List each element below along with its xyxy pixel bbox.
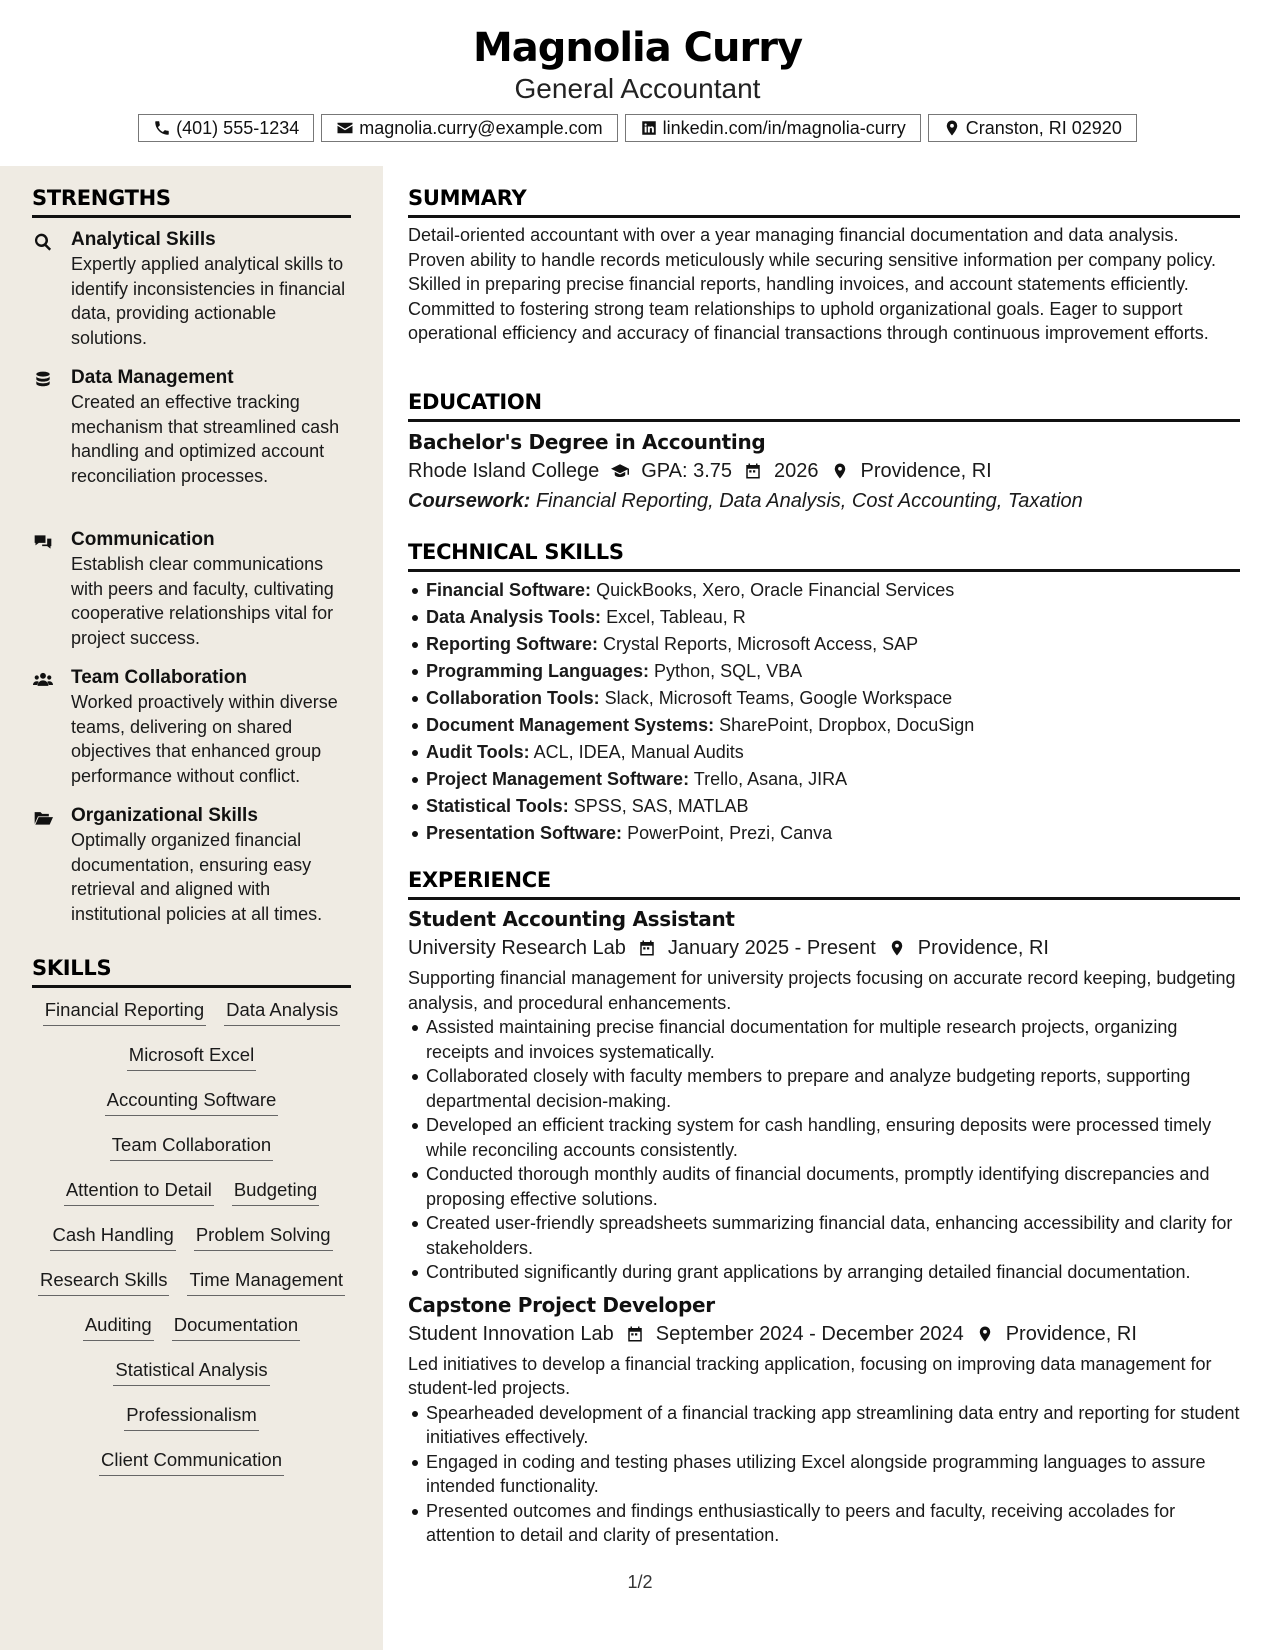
list-item: Assisted maintaining precise financial documentation for multiple research projects, organizing receipts and invoices systematically. — [426, 1015, 1240, 1064]
skill-tag: Budgeting — [232, 1178, 319, 1206]
job-location: Providence, RI — [1005, 1322, 1137, 1345]
skill-tag: Cash Handling — [50, 1223, 175, 1251]
skills-heading: SKILLS — [32, 954, 351, 988]
contact-linkedin[interactable] — [625, 114, 921, 142]
graduation-cap-icon — [611, 462, 629, 480]
technical-skills-heading: TECHNICAL SKILLS — [408, 538, 1240, 572]
skill-tag: Research Skills — [38, 1268, 170, 1296]
experience-heading: EXPERIENCE — [408, 866, 1240, 900]
strength-title: Communication — [71, 529, 215, 550]
gpa: GPA: 3.75 — [641, 460, 733, 482]
coursework-list: Financial Reporting, Data Analysis, Cost Accounting, Taxation — [535, 490, 1083, 512]
summary-heading: SUMMARY — [408, 184, 1240, 218]
job-org: Student Innovation Lab — [408, 1322, 614, 1345]
list-item: Conducted thorough monthly audits of financial documents, promptly identifying discrepancies and proposing effective solutions. — [426, 1162, 1240, 1211]
coursework-label: Coursework: — [408, 490, 531, 512]
contact-email[interactable] — [321, 114, 617, 142]
list-item: Contributed significantly during grant applications by arranging detailed financial documentation. — [426, 1260, 1240, 1285]
job-dates: January 2025 - Present — [667, 937, 876, 959]
map-pin-icon — [888, 939, 906, 957]
search-icon — [32, 232, 54, 252]
list-item: Project Management Software: Trello, Asana, JIRA — [426, 766, 1240, 793]
graduation-year: 2026 — [774, 460, 819, 482]
job-title: Capstone Project Developer — [408, 1292, 715, 1317]
skill-tag: Professionalism — [124, 1403, 259, 1431]
skill-tag: Attention to Detail — [64, 1178, 214, 1206]
summary-text: Detail-oriented accountant with over a year managing financial documentation and data analysis. Proven ability to handle records meticulously while securing sensitive information per company policy. Skilled in preparing precise financial reports, handling invoices, and account statements efficiently. Committed to fostering strong team relationships to uphold organizational goals. Eager to support operational efficiency and accuracy of financial transactions through continuous improvement efforts. — [408, 225, 1217, 343]
job-entry — [408, 905, 1240, 1285]
coursework — [408, 486, 1240, 516]
degree-title: Bachelor's Degree in Accounting — [408, 430, 766, 454]
sidebar — [0, 166, 383, 1650]
list-item: Document Management Systems: SharePoint, Dropbox, DocuSign — [426, 712, 1240, 739]
skills-cloud — [32, 998, 351, 1493]
education-section — [408, 388, 1240, 516]
list-item: Developed an efficient tracking system for cash handling, ensuring deposits were processed timely while reconciling accounts consistently. — [426, 1113, 1240, 1162]
contact-phone-text: (401) 555-1234 — [176, 117, 300, 138]
strength-item — [32, 228, 352, 350]
strength-title: Data Management — [71, 367, 234, 388]
database-icon — [32, 370, 54, 390]
education-meta — [408, 456, 1240, 486]
list-item: Collaborated closely with faculty members to prepare and analyze budgeting reports, supporting departmental decision-making. — [426, 1064, 1240, 1113]
map-pin-icon — [943, 119, 961, 137]
job-description: Supporting financial management for university projects focusing on accurate record keeping, budgeting analysis, and procedural enhancements. — [408, 968, 1236, 1013]
calendar-icon — [626, 1325, 644, 1343]
strength-item — [32, 366, 352, 488]
list-item: Audit Tools: ACL, IDEA, Manual Audits — [426, 739, 1240, 766]
skill-tag: Team Collaboration — [110, 1133, 273, 1161]
list-item: Spearheaded development of a financial tracking app streamlining data entry and reporting for student initiatives effectively. — [426, 1401, 1240, 1450]
strengths-heading: STRENGTHS — [32, 184, 351, 218]
summary-section — [408, 184, 1240, 346]
job-bullets — [408, 1401, 1240, 1548]
job-meta — [408, 933, 1240, 963]
folder-open-icon — [32, 808, 54, 828]
technical-skills-section — [408, 538, 1240, 847]
comments-icon — [32, 532, 54, 552]
strength-title: Analytical Skills — [71, 229, 216, 250]
contact-email-text: magnolia.curry@example.com — [359, 117, 603, 138]
job-meta — [408, 1319, 1240, 1349]
phone-icon — [153, 119, 171, 137]
calendar-icon — [638, 939, 656, 957]
job-location: Providence, RI — [917, 937, 1049, 959]
school-location: Providence, RI — [860, 460, 992, 482]
resume-header — [0, 0, 1275, 166]
strength-item — [32, 666, 352, 788]
skill-tag: Auditing — [83, 1313, 154, 1341]
list-item: Reporting Software: Crystal Reports, Microsoft Access, SAP — [426, 631, 1240, 658]
contact-linkedin-text: linkedin.com/in/magnolia-curry — [662, 117, 906, 138]
list-item: Statistical Tools: SPSS, SAS, MATLAB — [426, 793, 1240, 820]
strength-desc: Establish clear communications with peers and faculty, cultivating cooperative relationships vital for project success. — [71, 554, 334, 648]
users-icon — [32, 670, 54, 690]
school-name: Rhode Island College — [408, 460, 600, 482]
job-description: Led initiatives to develop a financial tracking application, focusing on improving data management for student-led projects. — [408, 1353, 1212, 1398]
strength-desc: Worked proactively within diverse teams, delivering on shared objectives that enhanced group performance without conflict. — [71, 692, 338, 786]
skill-tag: Statistical Analysis — [113, 1358, 269, 1386]
skill-tag: Documentation — [172, 1313, 300, 1341]
strength-desc: Optimally organized financial documentation, ensuring easy retrieval and aligned with institutional policies at all times. — [71, 830, 323, 924]
list-item: Presentation Software: PowerPoint, Prezi, Canva — [426, 820, 1240, 847]
job-dates: September 2024 - December 2024 — [655, 1322, 964, 1345]
contact-phone[interactable] — [138, 114, 314, 142]
list-item: Created user-friendly spreadsheets summarizing financial data, enhancing accessibility and clarity for stakeholders. — [426, 1211, 1240, 1260]
list-item: Programming Languages: Python, SQL, VBA — [426, 658, 1240, 685]
job-bullets — [408, 1015, 1240, 1285]
skill-tag: Microsoft Excel — [127, 1043, 256, 1071]
experience-section — [408, 866, 1240, 1548]
candidate-name: Magnolia Curry — [472, 25, 803, 71]
skill-tag: Problem Solving — [194, 1223, 333, 1251]
job-org: University Research Lab — [408, 937, 626, 959]
contact-bar — [0, 114, 1275, 142]
strength-desc: Expertly applied analytical skills to identify inconsistencies in financial data, providing actionable solutions. — [71, 254, 346, 348]
technical-skills-list — [408, 577, 1240, 847]
list-item: Presented outcomes and findings enthusiastically to peers and faculty, receiving accolades for attention to detail and clarity of presentation. — [426, 1499, 1240, 1548]
skill-tag: Accounting Software — [105, 1088, 279, 1116]
job-entry — [408, 1291, 1240, 1548]
list-item: Financial Software: QuickBooks, Xero, Oracle Financial Services — [426, 577, 1240, 604]
list-item: Engaged in coding and testing phases utilizing Excel alongside programming languages to assure intended functionality. — [426, 1450, 1240, 1499]
list-item: Data Analysis Tools: Excel, Tableau, R — [426, 604, 1240, 631]
education-heading: EDUCATION — [408, 388, 1240, 422]
list-item: Collaboration Tools: Slack, Microsoft Teams, Google Workspace — [426, 685, 1240, 712]
contact-location — [928, 114, 1137, 142]
calendar-icon — [744, 462, 762, 480]
map-pin-icon — [831, 462, 849, 480]
skill-tag: Data Analysis — [224, 998, 340, 1026]
contact-location-text: Cranston, RI 02920 — [965, 117, 1122, 138]
skill-tag: Client Communication — [99, 1448, 284, 1476]
strength-title: Organizational Skills — [71, 805, 258, 826]
skill-tag: Time Management — [187, 1268, 345, 1296]
map-pin-icon — [976, 1325, 994, 1343]
strength-title: Team Collaboration — [71, 667, 247, 688]
strength-desc: Created an effective tracking mechanism that streamlined cash handling and optimized account reconciliation processes. — [71, 392, 340, 486]
strength-item — [32, 528, 352, 650]
candidate-role: General Accountant — [514, 73, 761, 104]
skill-tag: Financial Reporting — [43, 998, 206, 1026]
page-number: 1/2 — [627, 1572, 653, 1592]
envelope-icon — [336, 119, 354, 137]
strength-item — [32, 804, 352, 926]
linkedin-icon — [640, 119, 658, 137]
job-title: Student Accounting Assistant — [408, 907, 735, 931]
